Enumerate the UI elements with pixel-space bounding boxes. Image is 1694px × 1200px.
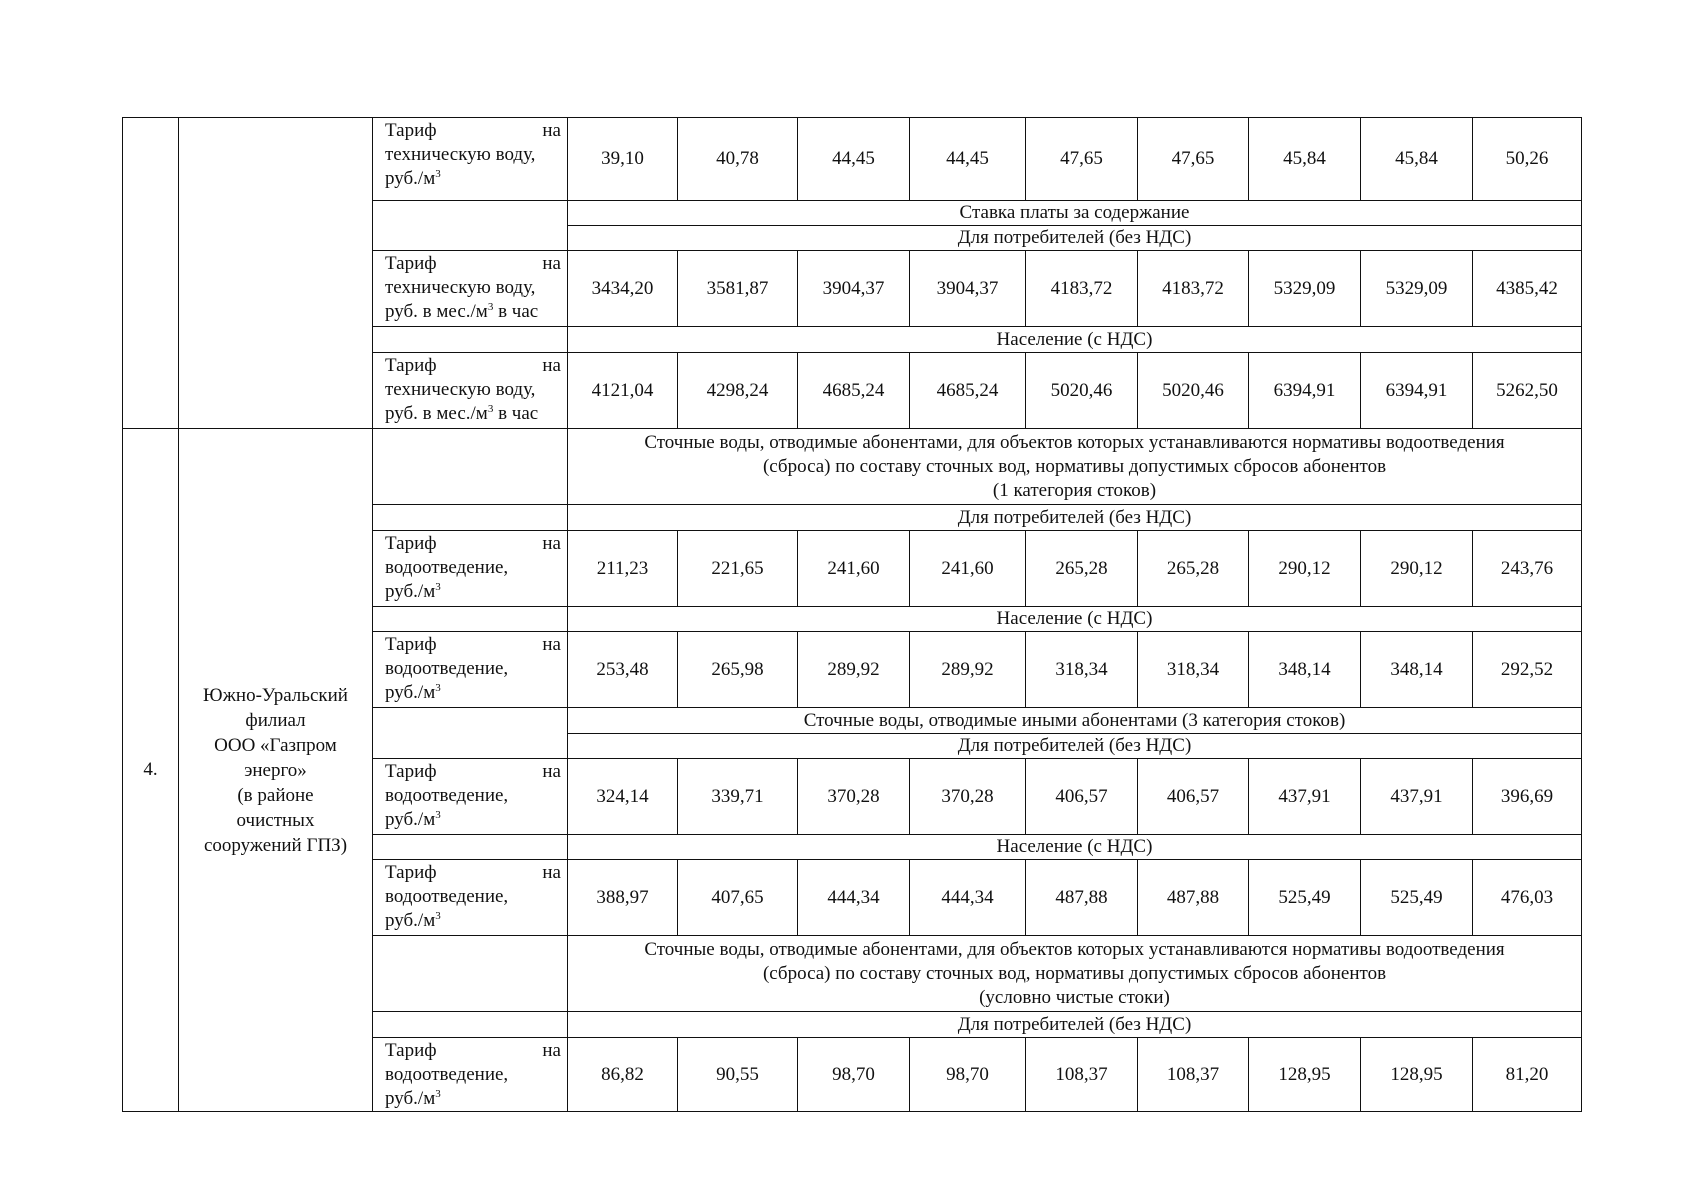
value-cell: 4685,24 <box>798 353 910 429</box>
value-cell: 370,28 <box>798 759 910 835</box>
value-cell: 45,84 <box>1249 118 1361 201</box>
value-cell: 98,70 <box>798 1038 910 1112</box>
organization-cell-empty <box>179 118 373 429</box>
tariff-label: Тариф на водоотведение, $руб./м^3$ <box>373 1038 568 1112</box>
value-cell: 108,37 <box>1138 1038 1249 1112</box>
section-header: Население (с НДС) <box>568 327 1582 353</box>
value-cell: 407,65 <box>678 860 798 936</box>
section-header: Население (с НДС) <box>568 835 1582 860</box>
value-cell: 289,92 <box>798 632 910 708</box>
value-cell: 437,91 <box>1361 759 1473 835</box>
table-row <box>123 118 1582 201</box>
value-cell: 4685,24 <box>910 353 1026 429</box>
value-cell: 396,69 <box>1473 759 1582 835</box>
tariff-label: Тариф на техническую воду, руб. в $мес./м^3$ в час <box>373 251 568 327</box>
category-header: Сточные воды, отводимые абонентами, для объектов которых устанавливаются нормативы водоотведения (сброса) по составу сточных вод, нормативы допустимых сбросов абонентов (условно чистые стоки) <box>568 936 1582 1012</box>
tariff-label: Тариф на техническую воду, руб. в $мес./м^3$ в час <box>373 353 568 429</box>
category-header: Сточные воды, отводимые абонентами, для объектов которых устанавливаются нормативы водоотведения (сброса) по составу сточных вод, нормативы допустимых сбросов абонентов (1 категория стоков) <box>568 429 1582 505</box>
table-row <box>123 429 1582 505</box>
section-header: Население (с НДС) <box>568 607 1582 632</box>
tariff-label: Тариф на техническую воду, $руб./м^3$ <box>373 118 568 201</box>
value-cell: 4298,24 <box>678 353 798 429</box>
value-cell: 253,48 <box>568 632 678 708</box>
value-cell: 47,65 <box>1026 118 1138 201</box>
value-cell: 290,12 <box>1249 531 1361 607</box>
value-cell: 476,03 <box>1473 860 1582 936</box>
value-cell: 45,84 <box>1361 118 1473 201</box>
value-cell: 3434,20 <box>568 251 678 327</box>
value-cell: 6394,91 <box>1361 353 1473 429</box>
value-cell: 241,60 <box>798 531 910 607</box>
row-number: 4. <box>123 429 179 1112</box>
empty-label-cell <box>373 429 568 505</box>
value-cell: 5329,09 <box>1249 251 1361 327</box>
value-cell: 444,34 <box>910 860 1026 936</box>
value-cell: 487,88 <box>1026 860 1138 936</box>
value-cell: 289,92 <box>910 632 1026 708</box>
value-cell: 3581,87 <box>678 251 798 327</box>
value-cell: 406,57 <box>1026 759 1138 835</box>
value-cell: 86,82 <box>568 1038 678 1112</box>
tariff-label: Тариф на водоотведение, $руб./м^3$ <box>373 759 568 835</box>
value-cell: 3904,37 <box>798 251 910 327</box>
value-cell: 3904,37 <box>910 251 1026 327</box>
empty-label-cell <box>373 327 568 353</box>
value-cell: 4183,72 <box>1138 251 1249 327</box>
value-cell: 444,34 <box>798 860 910 936</box>
value-cell: 241,60 <box>910 531 1026 607</box>
value-cell: 4121,04 <box>568 353 678 429</box>
value-cell: 5020,46 <box>1138 353 1249 429</box>
organization-name: Южно-Уральский филиал ООО «Газпром энерго» (в районе очистных сооружений ГПЗ) <box>179 429 373 1112</box>
section-header: Ставка платы за содержание <box>568 201 1582 226</box>
empty-label-cell <box>373 936 568 1012</box>
value-cell: 128,95 <box>1361 1038 1473 1112</box>
section-header: Для потребителей (без НДС) <box>568 226 1582 251</box>
value-cell: 98,70 <box>910 1038 1026 1112</box>
value-cell: 221,65 <box>678 531 798 607</box>
value-cell: 5329,09 <box>1361 251 1473 327</box>
empty-label-cell <box>373 505 568 531</box>
row-number-cell-empty <box>123 118 179 429</box>
value-cell: 47,65 <box>1138 118 1249 201</box>
value-cell: 108,37 <box>1026 1038 1138 1112</box>
value-cell: 50,26 <box>1473 118 1582 201</box>
tariff-label: Тариф на водоотведение, $руб./м^3$ <box>373 531 568 607</box>
value-cell: 81,20 <box>1473 1038 1582 1112</box>
value-cell: 487,88 <box>1138 860 1249 936</box>
value-cell: 265,28 <box>1138 531 1249 607</box>
value-cell: 265,28 <box>1026 531 1138 607</box>
value-cell: 44,45 <box>910 118 1026 201</box>
value-cell: 348,14 <box>1361 632 1473 708</box>
value-cell: 40,78 <box>678 118 798 201</box>
value-cell: 211,23 <box>568 531 678 607</box>
section-header: Для потребителей (без НДС) <box>568 505 1582 531</box>
value-cell: 370,28 <box>910 759 1026 835</box>
value-cell: 324,14 <box>568 759 678 835</box>
value-cell: 90,55 <box>678 1038 798 1112</box>
empty-label-cell <box>373 201 568 251</box>
value-cell: 292,52 <box>1473 632 1582 708</box>
value-cell: 265,98 <box>678 632 798 708</box>
value-cell: 437,91 <box>1249 759 1361 835</box>
value-cell: 318,34 <box>1138 632 1249 708</box>
value-cell: 406,57 <box>1138 759 1249 835</box>
value-cell: 388,97 <box>568 860 678 936</box>
value-cell: 339,71 <box>678 759 798 835</box>
section-header: Для потребителей (без НДС) <box>568 734 1582 759</box>
value-cell: 39,10 <box>568 118 678 201</box>
value-cell: 5262,50 <box>1473 353 1582 429</box>
tariff-label: Тариф на водоотведение, $руб./м^3$ <box>373 860 568 936</box>
section-header: Для потребителей (без НДС) <box>568 1012 1582 1038</box>
tariff-label: Тариф на водоотведение, $руб./м^3$ <box>373 632 568 708</box>
value-cell: 4385,42 <box>1473 251 1582 327</box>
empty-label-cell <box>373 1012 568 1038</box>
value-cell: 525,49 <box>1361 860 1473 936</box>
value-cell: 44,45 <box>798 118 910 201</box>
value-cell: 290,12 <box>1361 531 1473 607</box>
empty-label-cell <box>373 835 568 860</box>
value-cell: 128,95 <box>1249 1038 1361 1112</box>
value-cell: 4183,72 <box>1026 251 1138 327</box>
value-cell: 348,14 <box>1249 632 1361 708</box>
value-cell: 243,76 <box>1473 531 1582 607</box>
tariff-table <box>122 117 1582 1112</box>
empty-label-cell <box>373 708 568 759</box>
value-cell: 5020,46 <box>1026 353 1138 429</box>
category-header: Сточные воды, отводимые иными абонентами (3 категория стоков) <box>568 708 1582 734</box>
value-cell: 6394,91 <box>1249 353 1361 429</box>
value-cell: 318,34 <box>1026 632 1138 708</box>
empty-label-cell <box>373 607 568 632</box>
value-cell: 525,49 <box>1249 860 1361 936</box>
